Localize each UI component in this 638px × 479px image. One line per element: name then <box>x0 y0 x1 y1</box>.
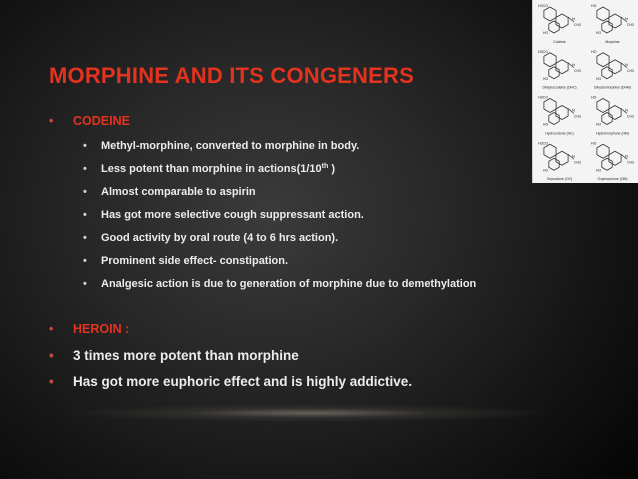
bullet-dot: • <box>83 163 87 175</box>
ring-b <box>556 106 568 120</box>
structure-1 <box>538 4 581 44</box>
potency-superscript: th <box>321 163 329 170</box>
structure-label: Hydromorphone (HM) <box>596 131 629 136</box>
structure-label: Oxymorphone (OM) <box>597 177 628 181</box>
ring-a <box>544 144 556 158</box>
structure-8 <box>591 141 634 181</box>
heroin-heading: HEROIN : <box>73 322 130 336</box>
atom-label: HO <box>543 122 549 127</box>
ring-b <box>556 60 568 74</box>
atom-label: CH3 <box>574 23 581 27</box>
ring-a <box>597 99 609 113</box>
bullet-dot: • <box>83 186 87 198</box>
structure-label: Hydrocodone (HC) <box>545 131 574 136</box>
atom-label: CH3 <box>627 160 634 165</box>
ring-c <box>602 113 612 125</box>
atom-label: CH3 <box>574 160 581 165</box>
codeine-point-text: Prominent side effect- constipation. <box>101 255 289 267</box>
atom-label: N <box>625 153 628 159</box>
structures-svg <box>533 0 638 183</box>
codeine-point-text: Has got more selective cough suppressant action. <box>101 209 364 221</box>
atom-label: HO <box>596 31 602 35</box>
codeine-point-text <box>101 163 335 175</box>
codeine-point-text: Almost comparable to aspirin <box>101 186 256 198</box>
structure-label: Oxycodone (OC) <box>546 177 573 181</box>
ring-b <box>609 14 621 28</box>
ring-a <box>597 144 609 158</box>
structure-3 <box>538 50 581 90</box>
structure-5 <box>538 96 581 136</box>
atom-label: N <box>572 16 575 21</box>
ring-b <box>556 14 568 28</box>
atom-label: H3CO <box>538 49 548 54</box>
atom-label: HO <box>591 4 597 8</box>
ring-c <box>602 158 612 170</box>
atom-label: CH3 <box>627 114 634 119</box>
structure-label: Dihydrocodeine (DHC) <box>542 85 577 90</box>
chemical-structures-image <box>532 0 638 183</box>
bullet-dot: • <box>83 140 87 152</box>
atom-label: HO <box>543 168 549 173</box>
bullet-dot: • <box>83 255 87 267</box>
ring-b <box>556 151 568 165</box>
atom-label: N <box>625 16 628 21</box>
atom-label: HO <box>596 76 602 81</box>
atom-label: CH3 <box>627 68 634 73</box>
ring-a <box>544 7 556 21</box>
atom-label: HO <box>596 122 602 127</box>
potency-close: ) <box>328 163 335 175</box>
bullet-dot: • <box>83 232 87 244</box>
structure-label: Dihydromorphine (DHM) <box>594 85 631 90</box>
slide-title: MORPHINE AND ITS CONGENERS <box>49 63 414 88</box>
ring-b <box>609 151 621 165</box>
codeine-point-text: Good activity by oral route (4 to 6 hrs action). <box>101 232 339 244</box>
ring-a <box>597 53 609 67</box>
structure-7 <box>538 141 581 181</box>
ring-c <box>549 67 559 79</box>
ring-c <box>549 158 559 170</box>
ring-b <box>609 60 621 74</box>
codeine-heading: CODEINE <box>73 114 130 128</box>
structure-label: Morphine <box>605 39 620 44</box>
codeine-point-text: Analgesic action is due to generation of morphine due to demethylation <box>101 278 477 290</box>
bullet-dot: • <box>83 209 87 221</box>
bullet-dot: • <box>83 278 87 290</box>
atom-label: N <box>625 107 628 113</box>
ring-c <box>602 21 612 33</box>
atom-label: H3CO <box>538 4 548 8</box>
atom-label: N <box>625 61 628 67</box>
codeine-point-text: Methyl-morphine, converted to morphine in body. <box>101 140 360 152</box>
potency-text: Less potent than morphine in actions(1/10 <box>101 163 322 175</box>
atom-label: N <box>572 107 575 113</box>
ring-c <box>602 67 612 79</box>
atom-label: CH3 <box>574 68 581 73</box>
bullet-dot: • <box>49 348 54 363</box>
ring-c <box>549 113 559 125</box>
bullet-dot: • <box>49 374 54 389</box>
atom-label: HO <box>596 168 602 173</box>
atom-label: H3CO <box>538 141 548 146</box>
bullet-dot: • <box>49 114 54 128</box>
atom-label: N <box>572 61 575 67</box>
structure-4 <box>591 50 634 90</box>
ring-b <box>609 106 621 120</box>
atom-label: HO <box>591 49 597 54</box>
atom-label: HO <box>591 141 597 146</box>
structure-label: Codeine <box>553 39 566 44</box>
ring-a <box>544 53 556 67</box>
atom-label: CH3 <box>627 23 634 27</box>
heroin-point-text: Has got more euphoric effect and is highly addictive. <box>73 374 413 389</box>
atom-label: HO <box>591 95 597 100</box>
bullet-dot: • <box>49 322 54 336</box>
decorative-glow <box>60 404 560 422</box>
atom-label: HO <box>543 31 549 35</box>
ring-a <box>597 7 609 21</box>
structure-6 <box>591 96 634 136</box>
atom-label: CH3 <box>574 114 581 119</box>
heroin-point-text: 3 times more potent than morphine <box>73 348 299 363</box>
ring-a <box>544 99 556 113</box>
atom-label: N <box>572 153 575 159</box>
ring-c <box>549 21 559 33</box>
structure-2 <box>591 4 634 44</box>
atom-label: H3CO <box>538 95 548 100</box>
atom-label: HO <box>543 76 549 81</box>
